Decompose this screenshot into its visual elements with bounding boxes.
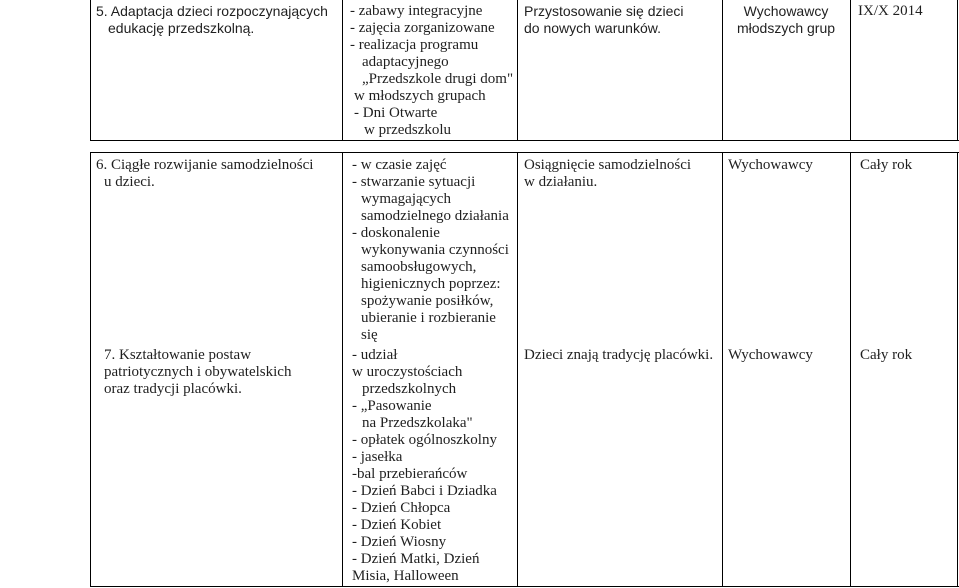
col-border-right xyxy=(957,152,958,587)
result-line: Przystosowanie się dzieci xyxy=(524,3,684,19)
forms-line: - opłatek ogólnoszkolny xyxy=(352,432,497,448)
col-border-1 xyxy=(342,152,343,587)
forms-line: - zajęcia zorganizowane xyxy=(350,20,495,36)
forms-line: przedszkolnych xyxy=(362,381,457,397)
col-border-4 xyxy=(850,152,851,587)
forms-line: - Dni Otwarte xyxy=(354,105,438,121)
col-border-left xyxy=(90,152,91,587)
task-line: edukację przedszkolną. xyxy=(108,20,255,36)
forms-line: - stwarzanie sytuacji xyxy=(352,174,476,190)
col-border-left xyxy=(90,0,91,141)
col-border-2 xyxy=(517,0,518,141)
result-line: do nowych warunków. xyxy=(524,20,661,36)
forms-line: w uroczystościach xyxy=(352,364,463,380)
date-text: IX/X 2014 xyxy=(858,3,923,19)
row1-bottom-border xyxy=(90,140,959,141)
forms-line: Misia, Halloween xyxy=(352,568,459,584)
task-line: patriotycznych i obywatelskich xyxy=(104,364,292,380)
forms-line: - realizacja programu xyxy=(350,37,479,53)
date-text: Cały rok xyxy=(860,347,913,363)
result-cell xyxy=(524,3,684,37)
responsible-cell xyxy=(728,347,813,364)
task-cell xyxy=(96,3,328,37)
date-cell xyxy=(860,347,912,364)
responsible-line: Wychowawcy xyxy=(743,3,829,19)
responsible-cell xyxy=(722,3,850,37)
col-border-3 xyxy=(722,152,723,587)
forms-line: się xyxy=(361,327,378,343)
forms-cell xyxy=(352,157,509,344)
responsible-line: Wychowawcy xyxy=(728,157,813,173)
col-border-1 xyxy=(342,0,343,141)
task-line: 5. Adaptacja dzieci rozpoczynających xyxy=(96,3,328,19)
forms-line: - jasełka xyxy=(352,449,403,465)
table-bottom-border xyxy=(90,586,959,587)
col-border-right xyxy=(957,0,958,141)
forms-cell xyxy=(350,3,513,139)
date-text: Cały rok xyxy=(860,157,913,173)
forms-line: w przedszkolu xyxy=(364,122,452,138)
forms-line: - Dzień Kobiet xyxy=(352,517,442,533)
forms-line: higienicznych poprzez: xyxy=(361,276,501,292)
forms-line: - „Pasowanie xyxy=(352,398,432,414)
result-line: Dzieci znają tradycję placówki. xyxy=(524,347,714,363)
date-cell xyxy=(858,3,923,20)
forms-line: - Dzień Matki, Dzień xyxy=(352,551,480,567)
forms-line: adaptacyjnego xyxy=(362,54,449,70)
row2-top-border xyxy=(90,152,959,153)
task-line: 7. Kształtowanie postaw xyxy=(104,347,252,363)
responsible-line: Wychowawcy xyxy=(728,347,813,363)
forms-line: - zabawy integracyjne xyxy=(350,3,483,19)
date-cell xyxy=(860,157,912,174)
forms-line: - udział xyxy=(352,347,398,363)
forms-line: samoobsługowych, xyxy=(361,259,477,275)
forms-line: - w czasie zajęć xyxy=(352,157,447,173)
forms-line: wymagających xyxy=(361,191,451,207)
forms-line: na Przedszkolaka" xyxy=(362,415,473,431)
result-cell xyxy=(524,157,691,191)
task-line: u dzieci. xyxy=(104,174,155,190)
task-line: 6. Ciągłe rozwijanie samodzielności xyxy=(96,157,314,173)
responsible-cell xyxy=(728,157,813,174)
result-line: w działaniu. xyxy=(524,174,598,190)
result-line: Osiągnięcie samodzielności xyxy=(524,157,692,173)
forms-line: - Dzień Wiosny xyxy=(352,534,447,550)
forms-line: „Przedszkole drugi dom" xyxy=(362,71,514,87)
forms-line: ubieranie i rozbieranie xyxy=(361,310,496,326)
forms-line: -bal przebierańców xyxy=(352,466,468,482)
forms-line: - doskonalenie xyxy=(352,225,440,241)
forms-line: - Dzień Babci i Dziadka xyxy=(352,483,497,499)
task-line: oraz tradycji placówki. xyxy=(104,381,242,397)
col-border-2 xyxy=(517,152,518,587)
result-cell xyxy=(524,347,713,364)
forms-line: samodzielnego działania xyxy=(361,208,509,224)
forms-line: w młodszych grupach xyxy=(354,88,486,104)
forms-cell xyxy=(352,347,497,585)
forms-line: spożywanie posiłków, xyxy=(361,293,494,309)
col-border-4 xyxy=(850,0,851,141)
responsible-line: młodszych grup xyxy=(736,20,836,36)
forms-line: wykonywania czynności xyxy=(361,242,509,258)
task-cell xyxy=(96,157,313,191)
forms-line: - Dzień Chłopca xyxy=(352,500,451,516)
task-cell xyxy=(104,347,291,398)
